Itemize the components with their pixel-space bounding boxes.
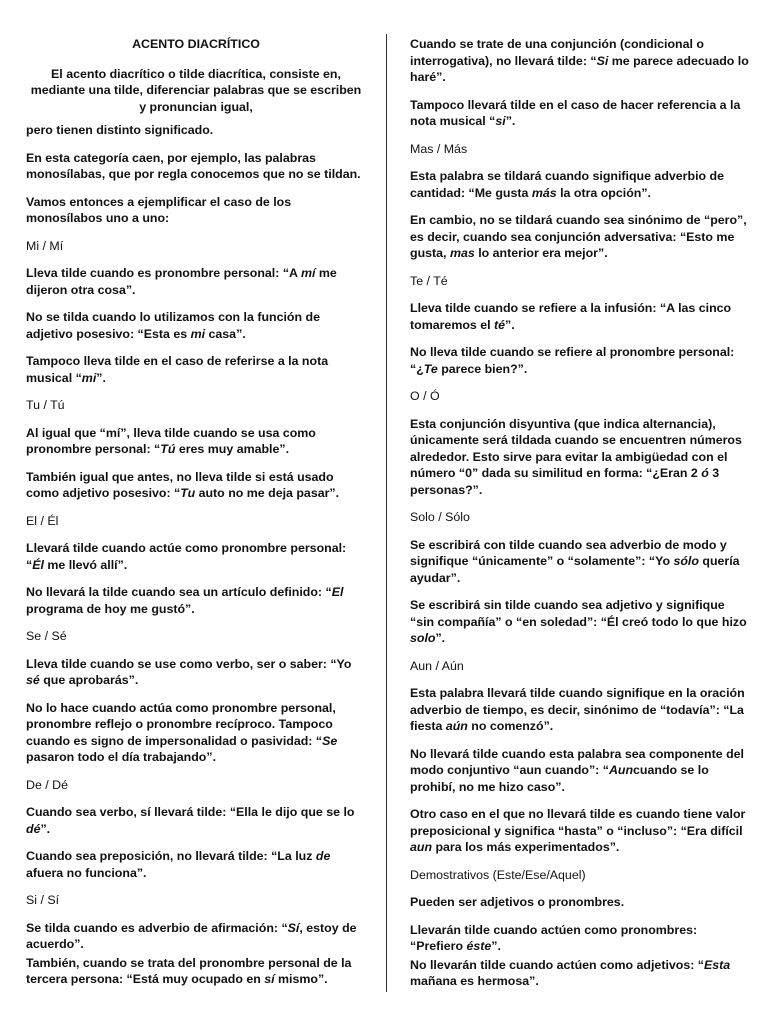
section-heading-o: O / Ó bbox=[410, 389, 440, 403]
rule-paragraph: Lleva tilde cuando se refiere a la infusión: “A las cinco tomaremos el té”. bbox=[410, 301, 732, 332]
rule-paragraph: Lleva tilde cuando se use como verbo, ser o saber: “Yo sé que aprobarás”. bbox=[26, 656, 352, 687]
rule-paragraph: Se escribirá con tilde cuando sea adverbio de modo y signifique “únicamente” o “solamente”: “Yo sólo quería ayudar”. bbox=[410, 537, 740, 585]
column-divider bbox=[386, 34, 387, 992]
section-heading-te: Te / Té bbox=[410, 273, 448, 288]
right-column bbox=[410, 36, 750, 1001]
rule-paragraph: Otro caso en el que no llevará tilde es cuando tiene valor preposicional y significa “hasta” o “incluso”: “Era difícil aun para los más experimentados”. bbox=[410, 807, 746, 854]
intro-paragraph: El acento diacrítico o tilde diacrítica, consiste en, mediante una tilde, diferenciar palabras que se escriben y pronuncian igual, bbox=[30, 66, 362, 114]
page-title: ACENTO DIACRÍTICO bbox=[132, 37, 260, 51]
section-heading-demostrativos: Demostrativos (Este/Ese/Aquel) bbox=[410, 867, 586, 882]
rule-paragraph: No llevarán tilde cuando actúen como adjetivos: “Esta mañana es hermosa”. bbox=[410, 957, 731, 988]
rule-paragraph: También, cuando se trata del pronombre personal de la tercera persona: “Está muy ocupado en sí mismo”. bbox=[26, 955, 352, 986]
rule-paragraph: Tampoco lleva tilde en el caso de referirse a la nota musical “mi”. bbox=[26, 354, 329, 385]
rule-paragraph: Llevará tilde cuando actúe como pronombre personal: “Él me llevó allí”. bbox=[26, 541, 347, 572]
rule-paragraph: Se escribirá sin tilde cuando sea adjetivo y signifique “sin compañía” o “en soledad”: “Él creó todo lo que hizo solo”. bbox=[410, 598, 747, 645]
rule-paragraph: Esta palabra llevará tilde cuando signifique en la oración adverbio de tiempo, es decir, sinónimo de “todavía”: “La fiesta aún no comenzó”. bbox=[410, 686, 745, 733]
paragraph: En esta categoría caen, por ejemplo, las palabras monosílabas, que por regla conocemos que no se tildan. bbox=[26, 150, 361, 181]
rule-paragraph: En cambio, no se tildará cuando sea sinónimo de “pero”, es decir, cuando sea conjunción adversativa: “Esto me gusta, mas lo anterior era mejor”. bbox=[410, 213, 747, 260]
rule-paragraph: No lo hace cuando actúa como pronombre personal, pronombre reflejo o pronombre recíproco. Tampoco cuando es signo de impersonalidad o pasividad: “Se pasaron todo el día trabajando”. bbox=[26, 700, 338, 764]
paragraph: Vamos entonces a ejemplificar el caso de los monosílabos uno a uno: bbox=[26, 194, 292, 225]
section-heading-de: De / Dé bbox=[26, 777, 69, 792]
rule-paragraph: Llevarán tilde cuando actúen como pronombres: “Prefiero éste”. bbox=[410, 922, 698, 953]
rule-paragraph: Al igual que “mí”, lleva tilde cuando se usa como pronombre personal: “Tú eres muy amable”. bbox=[26, 425, 316, 456]
section-heading-se: Se / Sé bbox=[26, 629, 67, 643]
rule-paragraph: Cuando sea verbo, sí llevará tilde: “Ella le dijo que se lo dé”. bbox=[26, 805, 355, 836]
rule-paragraph: Se tilda cuando es adverbio de afirmación: “Sí, estoy de acuerdo”. bbox=[26, 920, 357, 951]
rule-paragraph: Cuando se trate de una conjunción (condicional o interrogativa), no llevará tilde: “Si me parece adecuado lo haré”. bbox=[410, 37, 749, 84]
rule-paragraph: Esta conjunción disyuntiva (que indica alternancia), únicamente será tildada cuando se encuentren números alrededor. Esto sirve para evitar la ambigüedad con el número “0” dada su similitud en forma: “¿Eran 2 ó 3 personas?”. bbox=[410, 416, 742, 497]
rule-paragraph: Esta palabra se tildará cuando signifique adverbio de cantidad: “Me gusta más la otra opción”. bbox=[410, 169, 724, 200]
section-heading-si: Si / Sí bbox=[26, 893, 60, 907]
rule-paragraph: No lleva tilde cuando se refiere al pronombre personal: “¿Te parece bien?”. bbox=[410, 345, 735, 376]
left-column bbox=[26, 36, 366, 999]
rule-paragraph: Tampoco llevará tilde en el caso de hacer referencia a la nota musical “si”. bbox=[410, 97, 741, 128]
rule-paragraph: Pueden ser adjetivos o pronombres. bbox=[410, 895, 625, 909]
section-heading-aun: Aun / Aún bbox=[410, 658, 464, 673]
rule-paragraph: Lleva tilde cuando es pronombre personal: “A mí me dijeron otra cosa”. bbox=[26, 266, 337, 297]
paragraph: pero tienen distinto significado. bbox=[26, 123, 214, 137]
section-heading-mas: Mas / Más bbox=[410, 141, 468, 156]
section-heading-el: El / Él bbox=[26, 513, 59, 528]
rule-paragraph: No llevará tilde cuando esta palabra sea componente del modo conjuntivo “aun cuando”: “Auncuando se lo prohibí, no me hizo caso”. bbox=[410, 746, 744, 794]
rule-paragraph: También igual que antes, no lleva tilde si está usado como adjetivo posesivo: “Tu auto no me deja pasar”. bbox=[26, 469, 340, 500]
section-heading-tu: Tu / Tú bbox=[26, 398, 65, 412]
rule-paragraph: Cuando sea preposición, no llevará tilde: “La luz de afuera no funciona”. bbox=[26, 849, 331, 880]
rule-paragraph: No se tilda cuando lo utilizamos con la función de adjetivo posesivo: “Esta es mi casa”. bbox=[26, 310, 320, 341]
section-heading-mi: Mi / Mí bbox=[26, 238, 64, 253]
rule-paragraph: No llevará la tilde cuando sea un artículo definido: “El programa de hoy me gustó”. bbox=[26, 585, 344, 616]
section-heading-solo: Solo / Sólo bbox=[410, 510, 470, 524]
